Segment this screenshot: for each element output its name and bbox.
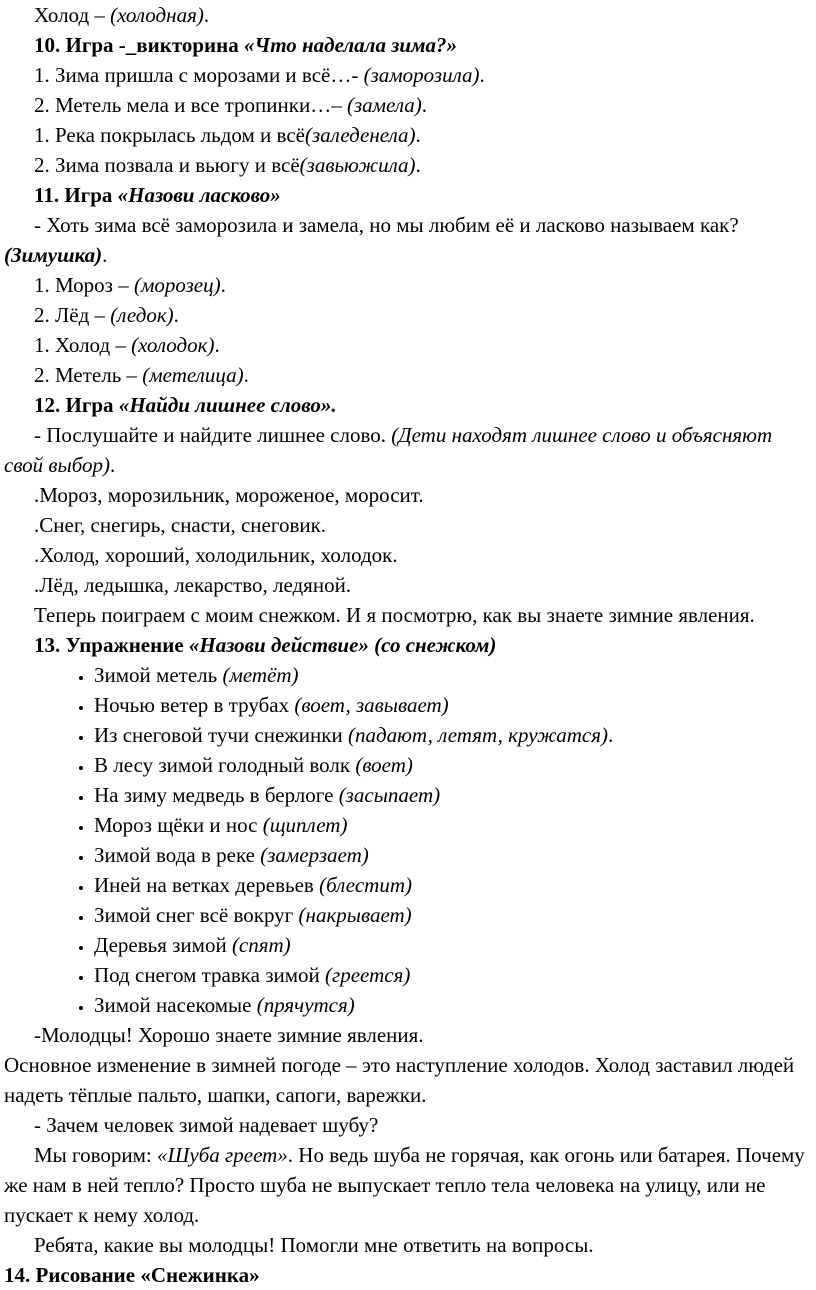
heading-number: 10. Игра -_викторина — [34, 33, 244, 57]
answer-text: (замела) — [346, 93, 422, 117]
text: . Но ведь шуба не горячая, как огонь или батарея. Почему же нам в ней тепло? Просто шуба не выпускает тепло тела человека на улицу, или не пускает к нему холод. — [4, 1143, 805, 1227]
text: 2. Зима позвала и вьюгу и всё — [34, 153, 300, 177]
item-answer: (засыпает) — [338, 783, 441, 807]
answer-text: (холодная) — [110, 3, 204, 27]
list-item — [94, 930, 816, 960]
list-item — [94, 870, 816, 900]
heading-title: «Что наделала зима?» — [244, 33, 457, 57]
answer-text: (морозец) — [133, 273, 221, 297]
item-text: Ночью ветер в трубах — [94, 693, 295, 717]
word-line: .Снег, снегирь, снасти, снеговик. — [34, 513, 327, 537]
word-line: .Холод, хороший, холодильник, холодок. — [34, 543, 398, 567]
item-text: Зимой метель — [94, 663, 223, 687]
list-item — [94, 660, 816, 690]
item-text: Под снегом травка зимой — [94, 963, 326, 987]
item-text: Мороз щёки и нос — [94, 813, 263, 837]
paragraph: Основное изменение в зимней погоде – это наступление холодов. Холод заставил людей надеть тёплые пальто, шапки, сапоги, варежки. — [4, 1053, 795, 1107]
answer-text: (завьюжила) — [299, 153, 416, 177]
text: 2. Метель – — [34, 363, 143, 387]
question-line: 1. Зима пришла с морозами и всё…- (заморозила). — [34, 63, 485, 87]
item-answer: (блестит) — [319, 873, 412, 897]
text: . — [203, 3, 210, 27]
item-answer: (прячутся) — [256, 993, 355, 1017]
answer-line: 2. Лёд – (ледок). — [34, 303, 179, 327]
item-tail: . — [608, 723, 614, 747]
answer-text: (ледок) — [110, 303, 174, 327]
item-answer: (накрывает) — [298, 903, 412, 927]
text: 1. Река покрылась льдом и всё — [34, 123, 305, 147]
section-heading-10 — [0, 30, 816, 60]
answer-text: (заморозила) — [363, 63, 480, 87]
question-line: 1. Река покрылась льдом и всё(заледенела). — [34, 123, 421, 147]
paragraph: - Зачем человек зимой надевает шубу? — [34, 1113, 379, 1137]
item-text: Зимой снег всё вокруг — [94, 903, 299, 927]
answer-text: (заледенела) — [304, 123, 416, 147]
item-text: Зимой насекомые — [94, 993, 257, 1017]
heading-title: «Назови ласково» — [117, 183, 281, 207]
item-answer: (падают, летят, кружатся) — [347, 723, 609, 747]
text: 2. Метель мела и все тропинки…– — [34, 93, 347, 117]
paragraph: Теперь поиграем с моим снежком. И я посмотрю, как вы знаете зимние явления. — [34, 603, 755, 627]
section-heading-12 — [0, 390, 816, 420]
item-text: Иней на ветках деревьев — [94, 873, 320, 897]
list-item — [94, 840, 816, 870]
answer-line: 1. Холод – (холодок). — [34, 333, 220, 357]
answer-line: 1. Мороз – (морозец). — [34, 273, 226, 297]
item-text: Из снеговой тучи снежинки — [94, 723, 348, 747]
list-item — [94, 780, 816, 810]
answer-text: (Зимушка) — [4, 243, 103, 267]
item-text: Деревья зимой — [94, 933, 232, 957]
text: 1. Зима пришла с морозами и всё…- — [34, 63, 364, 87]
heading-title: «Назови действие» (со снежком) — [188, 633, 497, 657]
item-answer: (воет, завывает) — [294, 693, 449, 717]
text: 2. Лёд – — [34, 303, 111, 327]
item-text: Зимой вода в реке — [94, 843, 261, 867]
item-answer: (спят) — [231, 933, 291, 957]
item-answer: (замерзает) — [260, 843, 369, 867]
heading-number: 11. Игра — [34, 183, 118, 207]
text: 1. Холод – — [34, 333, 132, 357]
text: Мы говорим: — [34, 1143, 158, 1167]
section-heading-13 — [0, 630, 816, 660]
heading-title: 14. Рисование «Снежинка» — [4, 1263, 260, 1287]
list-item — [94, 690, 816, 720]
item-answer: (воет) — [355, 753, 413, 777]
paragraph — [0, 1140, 816, 1230]
answer-line: 2. Метель – (метелица). — [34, 363, 249, 387]
paragraph — [0, 0, 816, 30]
heading-title: «Найди лишнее слово». — [118, 393, 337, 417]
list-item — [94, 990, 816, 1020]
item-answer: (греется) — [325, 963, 411, 987]
answer-text: (метелица) — [142, 363, 244, 387]
note-text: (Дети находят лишнее слово и объясняют свой выбор) — [4, 423, 773, 477]
section-heading-14 — [0, 1260, 816, 1290]
action-list — [0, 660, 816, 1020]
list-item — [94, 750, 816, 780]
word-line: .Лёд, ледышка, лекарство, ледяной. — [34, 573, 352, 597]
list-item — [94, 720, 816, 750]
text: - Хоть зима всё заморозила и замела, но мы любим её и ласково называем как? — [34, 213, 739, 237]
item-answer: (метёт) — [222, 663, 299, 687]
text: - Послушайте и найдите лишнее слово. — [34, 423, 392, 447]
list-item — [94, 960, 816, 990]
paragraph: -Молодцы! Хорошо знаете зимние явления. — [34, 1023, 424, 1047]
item-answer: (щиплет) — [262, 813, 348, 837]
question-line: 2. Зима позвала и вьюгу и всё(завьюжила). — [34, 153, 421, 177]
paragraph: Ребята, какие вы молодцы! Помогли мне ответить на вопросы. — [34, 1233, 594, 1257]
text: 1. Мороз – — [34, 273, 134, 297]
list-item — [94, 810, 816, 840]
paragraph: - Послушайте и найдите лишнее слово. (Дети находят лишнее слово и объясняют свой выбор). — [4, 423, 773, 477]
paragraph: - Хоть зима всё заморозила и замела, но мы любим её и ласково называем как? (Зимушка). — [4, 213, 739, 267]
heading-number: 13. Упражнение — [34, 633, 189, 657]
quote-text: «Шуба греет» — [157, 1143, 288, 1167]
item-text: В лесу зимой голодный волк — [94, 753, 356, 777]
answer-text: (холодок) — [131, 333, 215, 357]
item-text: На зиму медведь в берлоге — [94, 783, 339, 807]
text: Холод – — [34, 3, 111, 27]
word-line: .Мороз, морозильник, мороженое, моросит. — [34, 483, 424, 507]
section-heading-11 — [0, 180, 816, 210]
question-line: 2. Метель мела и все тропинки…– (замела). — [34, 93, 427, 117]
list-item — [94, 900, 816, 930]
heading-number: 12. Игра — [34, 393, 119, 417]
